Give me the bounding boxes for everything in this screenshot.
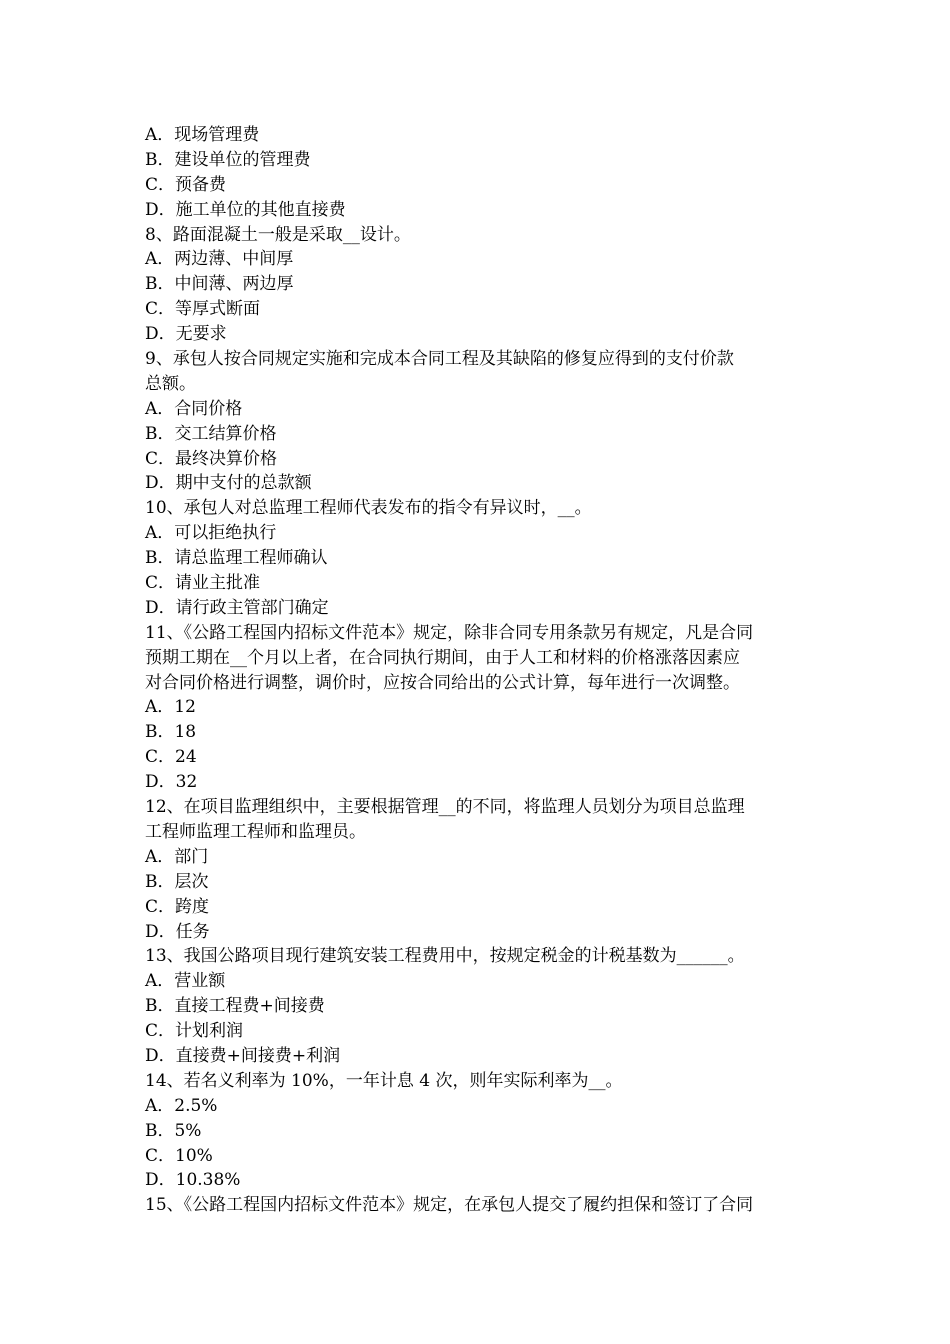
text-line: 总额。	[145, 373, 196, 394]
text-line: 15、《公路工程国内招标文件范本》规定，在承包人提交了履约担保和签订了合同	[145, 1195, 754, 1216]
text-line: B．建设单位的管理费	[145, 149, 311, 170]
text-line: C．请业主批准	[145, 573, 261, 594]
text-line: A．营业额	[145, 971, 226, 992]
text-line: C．预备费	[145, 174, 227, 195]
text-line: D．任务	[145, 921, 210, 942]
text-line: B．中间薄、两边厚	[145, 274, 294, 295]
text-line: A．2.5%	[145, 1095, 218, 1116]
text-line: B．请总监理工程师确认	[145, 548, 328, 569]
text-line: 11、《公路工程国内招标文件范本》规定，除非合同专用条款另有规定，凡是合同	[145, 622, 754, 643]
text-line: B．直接工程费+间接费	[145, 996, 325, 1017]
text-line: 9、承包人按合同规定实施和完成本合同工程及其缺陷的修复应得到的支付价款	[145, 349, 734, 370]
text-line: D．32	[145, 772, 198, 793]
text-line: 10、承包人对总监理工程师代表发布的指令有异议时，__。	[145, 498, 592, 519]
text-line: A．部门	[145, 846, 209, 867]
text-line: 14、若名义利率为 10%，一年计息 4 次，则年实际利率为__。	[145, 1070, 623, 1091]
text-line: D．施工单位的其他直接费	[145, 199, 346, 220]
text-line: C．计划利润	[145, 1021, 244, 1042]
text-line: C．跨度	[145, 896, 210, 917]
text-line: C．最终决算价格	[145, 448, 278, 469]
text-line: A．两边薄、中间厚	[145, 249, 294, 270]
text-line: B．5%	[145, 1120, 202, 1141]
text-line: B．交工结算价格	[145, 423, 277, 444]
text-line: C．等厚式断面	[145, 299, 261, 320]
text-line: 13、我国公路项目现行建筑安装工程费用中，按规定税金的计税基数为______。	[145, 946, 745, 967]
text-line: A．12	[145, 697, 196, 718]
text-line: C．10%	[145, 1145, 213, 1166]
text-line: A．合同价格	[145, 398, 243, 419]
document-body	[145, 123, 810, 1218]
text-line: 预期工期在__个月以上者，在合同执行期间，由于人工和材料的价格涨落因素应	[145, 647, 740, 668]
text-line: B．层次	[145, 871, 209, 892]
text-line: B．18	[145, 722, 197, 743]
text-line: A．可以拒绝执行	[145, 523, 277, 544]
text-line: D．直接费+间接费+利润	[145, 1045, 341, 1066]
text-line: A．现场管理费	[145, 125, 260, 145]
text-line: 12、在项目监理组织中，主要根据管理__的不同，将监理人员划分为项目总监理	[145, 797, 745, 818]
text-line: C．24	[145, 747, 197, 768]
text-line: 8、路面混凝土一般是采取__设计。	[145, 224, 411, 245]
text-line: 对合同价格进行调整，调价时，应按合同给出的公式计算，每年进行一次调整。	[145, 672, 740, 693]
text-line: 工程师监理工程师和监理员。	[145, 821, 366, 842]
text-line: D．无要求	[145, 324, 227, 345]
text-line: D．10.38%	[145, 1170, 241, 1191]
text-line: D．请行政主管部门确定	[145, 597, 329, 618]
text-line: D．期中支付的总款额	[145, 473, 312, 494]
